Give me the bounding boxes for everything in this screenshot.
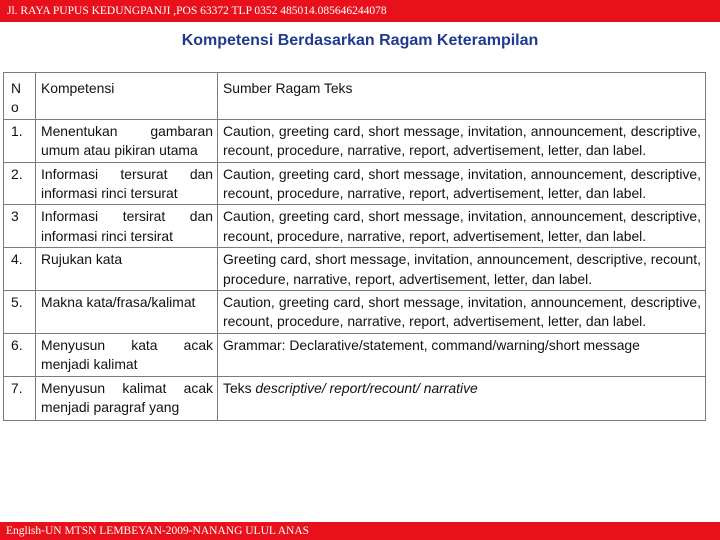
row-sumber-prefix: Teks bbox=[223, 379, 256, 396]
row-kompetensi: Menyusun kalimat acak menjadi paragraf yang bbox=[36, 376, 218, 420]
column-header-sumber: Sumber Ragam Teks bbox=[218, 73, 706, 120]
row-kompetensi: Makna kata/frasa/kalimat bbox=[36, 291, 218, 334]
header-address-bar: Jl. RAYA PUPUS KEDUNGPANJI ,POS 63372 TLP 0352 485014.085646244078 bbox=[0, 0, 720, 22]
row-sumber: Greeting card, short message, invitation, announcement, descriptive, recount, procedure, narrative, report, advertisement, letter, dan label. bbox=[218, 248, 706, 291]
page-title: Kompetensi Berdasarkan Ragam Keterampilan bbox=[181, 32, 539, 49]
row-kompetensi: Menyusun kata acak menjadi kalimat bbox=[36, 333, 218, 376]
column-header-no: N o bbox=[4, 73, 36, 120]
row-kompetensi: Rujukan kata bbox=[36, 248, 218, 291]
table-row bbox=[4, 376, 706, 420]
table-row bbox=[4, 162, 706, 205]
table-row bbox=[4, 333, 706, 376]
row-number: 7. bbox=[4, 376, 36, 420]
row-number: 1. bbox=[4, 119, 36, 162]
row-sumber: Caution, greeting card, short message, invitation, announcement, descriptive, recount, procedure, narrative, report, advertisement, letter, dan label. bbox=[218, 119, 706, 162]
table-header-row bbox=[4, 73, 706, 120]
row-kompetensi: Menentukan gambaran umum atau pikiran utama bbox=[36, 119, 218, 162]
row-sumber-italic: descriptive/ report/recount/ narrative bbox=[255, 379, 478, 396]
table-row bbox=[4, 248, 706, 291]
row-kompetensi: Informasi tersurat dan informasi rinci tersurat bbox=[36, 162, 218, 205]
column-header-kompetensi: Kompetensi bbox=[36, 73, 218, 120]
row-sumber: Caution, greeting card, short message, invitation, announcement, descriptive, recount, procedure, narrative, report, advertisement, letter, dan label. bbox=[218, 291, 706, 334]
row-number: 2. bbox=[4, 162, 36, 205]
table-row bbox=[4, 205, 706, 248]
row-sumber: Caution, greeting card, short message, invitation, announcement, descriptive, recount, procedure, narrative, report, advertisement, letter, dan label. bbox=[218, 162, 706, 205]
table-row bbox=[4, 119, 706, 162]
table-row bbox=[4, 291, 706, 334]
row-kompetensi: Informasi tersirat dan informasi rinci tersirat bbox=[36, 205, 218, 248]
row-number: 5. bbox=[4, 291, 36, 334]
row-number: 3 bbox=[4, 205, 36, 248]
row-number: 4. bbox=[4, 248, 36, 291]
row-sumber: Grammar: Declarative/statement, command/warning/short message bbox=[218, 333, 706, 376]
row-sumber: Caution, greeting card, short message, invitation, announcement, descriptive, recount, procedure, narrative, report, advertisement, letter, dan label. bbox=[218, 205, 706, 248]
footer-credit-bar: English-UN MTSN LEMBEYAN-2009-NANANG ULUL ANAS bbox=[0, 522, 720, 540]
row-sumber bbox=[218, 376, 706, 420]
competency-table bbox=[3, 72, 706, 421]
row-number: 6. bbox=[4, 333, 36, 376]
